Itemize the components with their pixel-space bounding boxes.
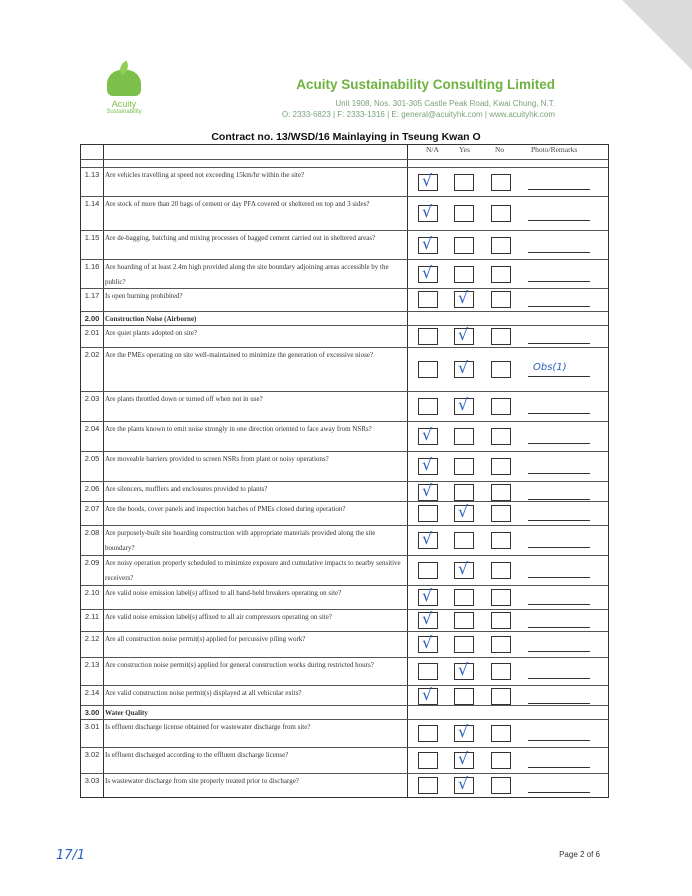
item-number: 2.11 (84, 612, 100, 621)
checkbox-yes[interactable] (454, 205, 474, 222)
remarks-line (528, 413, 590, 414)
checkbox-yes[interactable] (454, 428, 474, 445)
item-number: 2.01 (84, 328, 100, 337)
checkbox-yes[interactable] (454, 749, 474, 769)
table-row (81, 657, 608, 685)
checkbox-no[interactable] (491, 174, 511, 191)
checkmark-icon: √ (422, 586, 433, 605)
remarks-line (528, 604, 590, 605)
checkmark-icon: √ (422, 425, 433, 444)
item-number: 2.10 (84, 588, 100, 597)
item-number: 3.02 (84, 750, 100, 759)
checkbox-na[interactable] (418, 562, 438, 579)
remarks-line (528, 703, 590, 704)
checkbox-no[interactable] (491, 532, 511, 549)
question-text: Are valid construction noise permit(s) displayed at all vehicular exits? (105, 689, 302, 697)
checkbox-na[interactable] (418, 609, 438, 629)
checkmark-icon: √ (458, 774, 469, 793)
table-row (81, 391, 608, 421)
checkbox-yes[interactable] (454, 532, 474, 549)
checkbox-yes[interactable] (454, 266, 474, 283)
checkbox-no[interactable] (491, 484, 511, 501)
remarks-line (528, 520, 590, 521)
checkbox-yes[interactable] (454, 612, 474, 629)
checkbox-na[interactable] (418, 171, 438, 191)
checkbox-no[interactable] (491, 328, 511, 345)
question-text: Is open burning prohibited? (105, 292, 183, 300)
section-row (81, 311, 608, 325)
page-fold-shadow (622, 0, 692, 70)
checkmark-icon: √ (458, 395, 469, 414)
checkbox-no[interactable] (491, 505, 511, 522)
table-row (81, 585, 608, 609)
section-heading: Construction Noise (Airborne) (105, 315, 197, 323)
checkbox-no[interactable] (491, 237, 511, 254)
checkbox-na[interactable] (418, 663, 438, 680)
header-no: No (495, 145, 505, 154)
checkbox-na[interactable] (418, 455, 438, 475)
checkmark-icon: √ (458, 749, 469, 768)
checkmark-icon: √ (458, 502, 469, 521)
company-contact: O: 2333-6823 | F: 2333-1316 | E: general@acuityhk.com | www.acuityhk.com (281, 110, 555, 119)
item-number: 2.07 (84, 504, 100, 513)
question-text: Are hoarding of at least 2.4m high provided along the site boundary adjoining areas accessible by the public? (105, 263, 389, 286)
table-row (81, 481, 608, 501)
remarks-line (528, 473, 590, 474)
remarks-text: Obs(1) (533, 362, 567, 373)
checkmark-icon: √ (458, 358, 469, 377)
checkbox-yes[interactable] (454, 237, 474, 254)
checkbox-yes[interactable] (454, 688, 474, 705)
checkbox-na[interactable] (418, 529, 438, 549)
remarks-line (528, 252, 590, 253)
checkmark-icon: √ (422, 685, 433, 704)
item-number: 2.14 (84, 688, 100, 697)
checkmark-icon: √ (422, 481, 433, 500)
checkbox-no[interactable] (491, 777, 511, 794)
item-number: 1.14 (84, 199, 100, 208)
remarks-line (528, 767, 590, 768)
question-text: Are valid noise emission label(s) affixed to all hand-held breakers operating on site? (105, 589, 342, 597)
contract-title: Contract no. 13/WSD/16 Mainlaying in Tseung Kwan O (211, 131, 481, 143)
table-row (81, 501, 608, 525)
checkbox-no[interactable] (491, 291, 511, 308)
remarks-line (528, 547, 590, 548)
question-text: Are the plants known to emit noise strongly in one direction oriented to face away from NSRs? (105, 425, 372, 433)
checkmark-icon: √ (422, 609, 433, 628)
checkbox-no[interactable] (491, 589, 511, 606)
checkbox-yes[interactable] (454, 484, 474, 501)
handwritten-note: 17/1 (56, 848, 86, 863)
checkmark-icon: √ (422, 234, 433, 253)
checkbox-no[interactable] (491, 752, 511, 769)
remarks-line (528, 740, 590, 741)
remarks-line (528, 443, 590, 444)
remarks-line (528, 792, 590, 793)
remarks-line (528, 678, 590, 679)
question-text: Are vehicles travelling at speed not exceeding 15km/hr within the site? (105, 171, 305, 179)
question-text: Are purposely-built site hoarding construction with appropriate materials provided along the site boundary? (105, 529, 376, 552)
logo-text-sustainability: Sustainability (106, 109, 142, 115)
item-number: 1.15 (84, 233, 100, 242)
table-row (81, 719, 608, 747)
table-row (81, 685, 608, 705)
checkbox-na[interactable] (418, 202, 438, 222)
checkbox-no[interactable] (491, 725, 511, 742)
checkbox-yes[interactable] (454, 395, 474, 415)
checklist-table (80, 144, 609, 798)
table-row (81, 451, 608, 481)
header-yes: Yes (459, 145, 470, 154)
question-text: Are noisy operation properly scheduled to minimize exposure and cumulative impacts to nearby sensitive receivers? (105, 559, 401, 582)
section-heading: Water Quality (105, 709, 148, 717)
question-text: Are quiet plants adopted on site? (105, 329, 197, 337)
checkbox-na[interactable] (418, 777, 438, 794)
company-header (282, 77, 555, 120)
checkmark-icon: √ (458, 722, 469, 741)
logo-text-acuity: Acuity (111, 99, 137, 109)
checkbox-no[interactable] (491, 688, 511, 705)
checkbox-na[interactable] (418, 398, 438, 415)
checkbox-na[interactable] (418, 263, 438, 283)
checkbox-na[interactable] (418, 425, 438, 445)
checkbox-na[interactable] (418, 633, 438, 653)
remarks-line (528, 577, 590, 578)
remarks-line (528, 499, 590, 500)
checkbox-no[interactable] (491, 205, 511, 222)
header-divider (81, 159, 608, 160)
checkmark-icon: √ (422, 202, 433, 221)
remarks-line (528, 627, 590, 628)
remarks-line (528, 281, 590, 282)
remarks-line (528, 306, 590, 307)
remarks-line (528, 376, 590, 377)
checkbox-na[interactable] (418, 725, 438, 742)
checkbox-na[interactable] (418, 586, 438, 606)
checkbox-no[interactable] (491, 266, 511, 283)
section-row (81, 705, 608, 719)
checkbox-yes[interactable] (454, 774, 474, 794)
item-number: 3.01 (84, 722, 100, 731)
checkbox-no[interactable] (491, 612, 511, 629)
question-text: Are silencers, mufflers and enclosures provided to plants? (105, 485, 268, 493)
checkbox-no[interactable] (491, 663, 511, 680)
question-text: Is effluent discharge license obtained for wastewater discharge from site? (105, 723, 311, 731)
question-text: Are the PMEs operating on site well-maintained to minimize the generation of excessive niose? (105, 351, 374, 359)
checkbox-yes[interactable] (454, 174, 474, 191)
checkmark-icon: √ (422, 455, 433, 474)
table-row (81, 325, 608, 347)
checkbox-yes[interactable] (454, 660, 474, 680)
table-row (81, 421, 608, 451)
table-row (81, 347, 608, 391)
checkmark-icon: √ (422, 171, 433, 190)
checkmark-icon: √ (458, 325, 469, 344)
checkmark-icon: √ (458, 660, 469, 679)
checkmark-icon: √ (458, 288, 469, 307)
table-row (81, 259, 608, 288)
checkmark-icon: √ (422, 633, 433, 652)
table-row (81, 167, 608, 196)
question-text: Are de-bagging, batching and mixing processes of bagged cement carried out in sheltered areas? (105, 234, 376, 242)
remarks-line (528, 220, 590, 221)
item-number: 1.16 (84, 262, 100, 271)
checkbox-yes[interactable] (454, 288, 474, 308)
checkbox-no[interactable] (491, 636, 511, 653)
checkbox-na[interactable] (418, 752, 438, 769)
item-number: 2.08 (84, 528, 100, 537)
checkbox-no[interactable] (491, 361, 511, 378)
checkmark-icon: √ (422, 263, 433, 282)
remarks-line (528, 651, 590, 652)
checkbox-na[interactable] (418, 481, 438, 501)
item-number: 2.02 (84, 350, 100, 359)
item-number: 2.00 (84, 314, 100, 323)
table-row (81, 747, 608, 773)
header-na: N/A (426, 145, 439, 154)
question-text: Are construction noise permit(s) applied for general construction works during restricted hours? (105, 661, 374, 669)
company-logo (100, 70, 148, 115)
checkbox-na[interactable] (418, 505, 438, 522)
item-number: 1.13 (84, 170, 100, 179)
question-text: Is wastewater discharge from site properly treated prior to discharge? (105, 777, 299, 785)
checkbox-yes[interactable] (454, 458, 474, 475)
company-address: Unit 1908, Nos. 301-305 Castle Peak Road, Kwai Chung, N.T. (335, 99, 555, 108)
checkbox-yes[interactable] (454, 502, 474, 522)
question-text: Is effluent discharged according to the effluent discharge license? (105, 751, 289, 759)
table-row (81, 555, 608, 585)
item-number: 1.17 (84, 291, 100, 300)
item-number: 2.04 (84, 424, 100, 433)
item-number: 2.09 (84, 558, 100, 567)
leaf-icon (107, 70, 141, 96)
table-row (81, 631, 608, 657)
item-number: 2.13 (84, 660, 100, 669)
checkbox-no[interactable] (491, 428, 511, 445)
item-number: 2.03 (84, 394, 100, 403)
checkbox-yes[interactable] (454, 559, 474, 579)
checkbox-na[interactable] (418, 234, 438, 254)
checkbox-yes[interactable] (454, 325, 474, 345)
checkbox-yes[interactable] (454, 589, 474, 606)
item-number: 2.05 (84, 454, 100, 463)
table-row (81, 525, 608, 555)
checkmark-icon: √ (458, 559, 469, 578)
remarks-line (528, 189, 590, 190)
checkmark-icon: √ (422, 529, 433, 548)
question-text: Are all construction noise permit(s) applied for percussive piling work? (105, 635, 306, 643)
remarks-line (528, 343, 590, 344)
item-number: 2.06 (84, 484, 100, 493)
page-number: Page 2 of 6 (559, 850, 600, 859)
table-row (81, 609, 608, 631)
item-number: 2.12 (84, 634, 100, 643)
checkbox-yes[interactable] (454, 636, 474, 653)
question-text: Are valid noise emission label(s) affixed to all air compressors operating on site? (105, 613, 332, 621)
header-remarks: Photo/Remarks (531, 145, 578, 154)
question-text: Are moveable barriers provided to screen NSRs from plant or noisy operations? (105, 455, 329, 463)
checkbox-na[interactable] (418, 291, 438, 308)
item-number: 3.03 (84, 776, 100, 785)
table-row (81, 196, 608, 230)
company-name: Acuity Sustainability Consulting Limited (296, 77, 555, 92)
question-text: Are the hoods, cover panels and inspection hatches of PMEs closed during operation? (105, 505, 346, 513)
checkbox-yes[interactable] (454, 358, 474, 378)
checkbox-na[interactable] (418, 685, 438, 705)
table-row (81, 288, 608, 310)
question-text: Are stock of more than 20 bags of cement or day PFA covered or sheltered on top and 3 sides? (105, 200, 370, 208)
checkbox-no[interactable] (491, 398, 511, 415)
item-number: 3.00 (84, 708, 100, 717)
checkbox-na[interactable] (418, 328, 438, 345)
checkbox-yes[interactable] (454, 722, 474, 742)
table-row (81, 773, 608, 797)
checkbox-no[interactable] (491, 562, 511, 579)
table-row (81, 230, 608, 259)
question-text: Are plants throttled down or turned off when not in use? (105, 395, 263, 403)
checkbox-na[interactable] (418, 361, 438, 378)
checkbox-no[interactable] (491, 458, 511, 475)
